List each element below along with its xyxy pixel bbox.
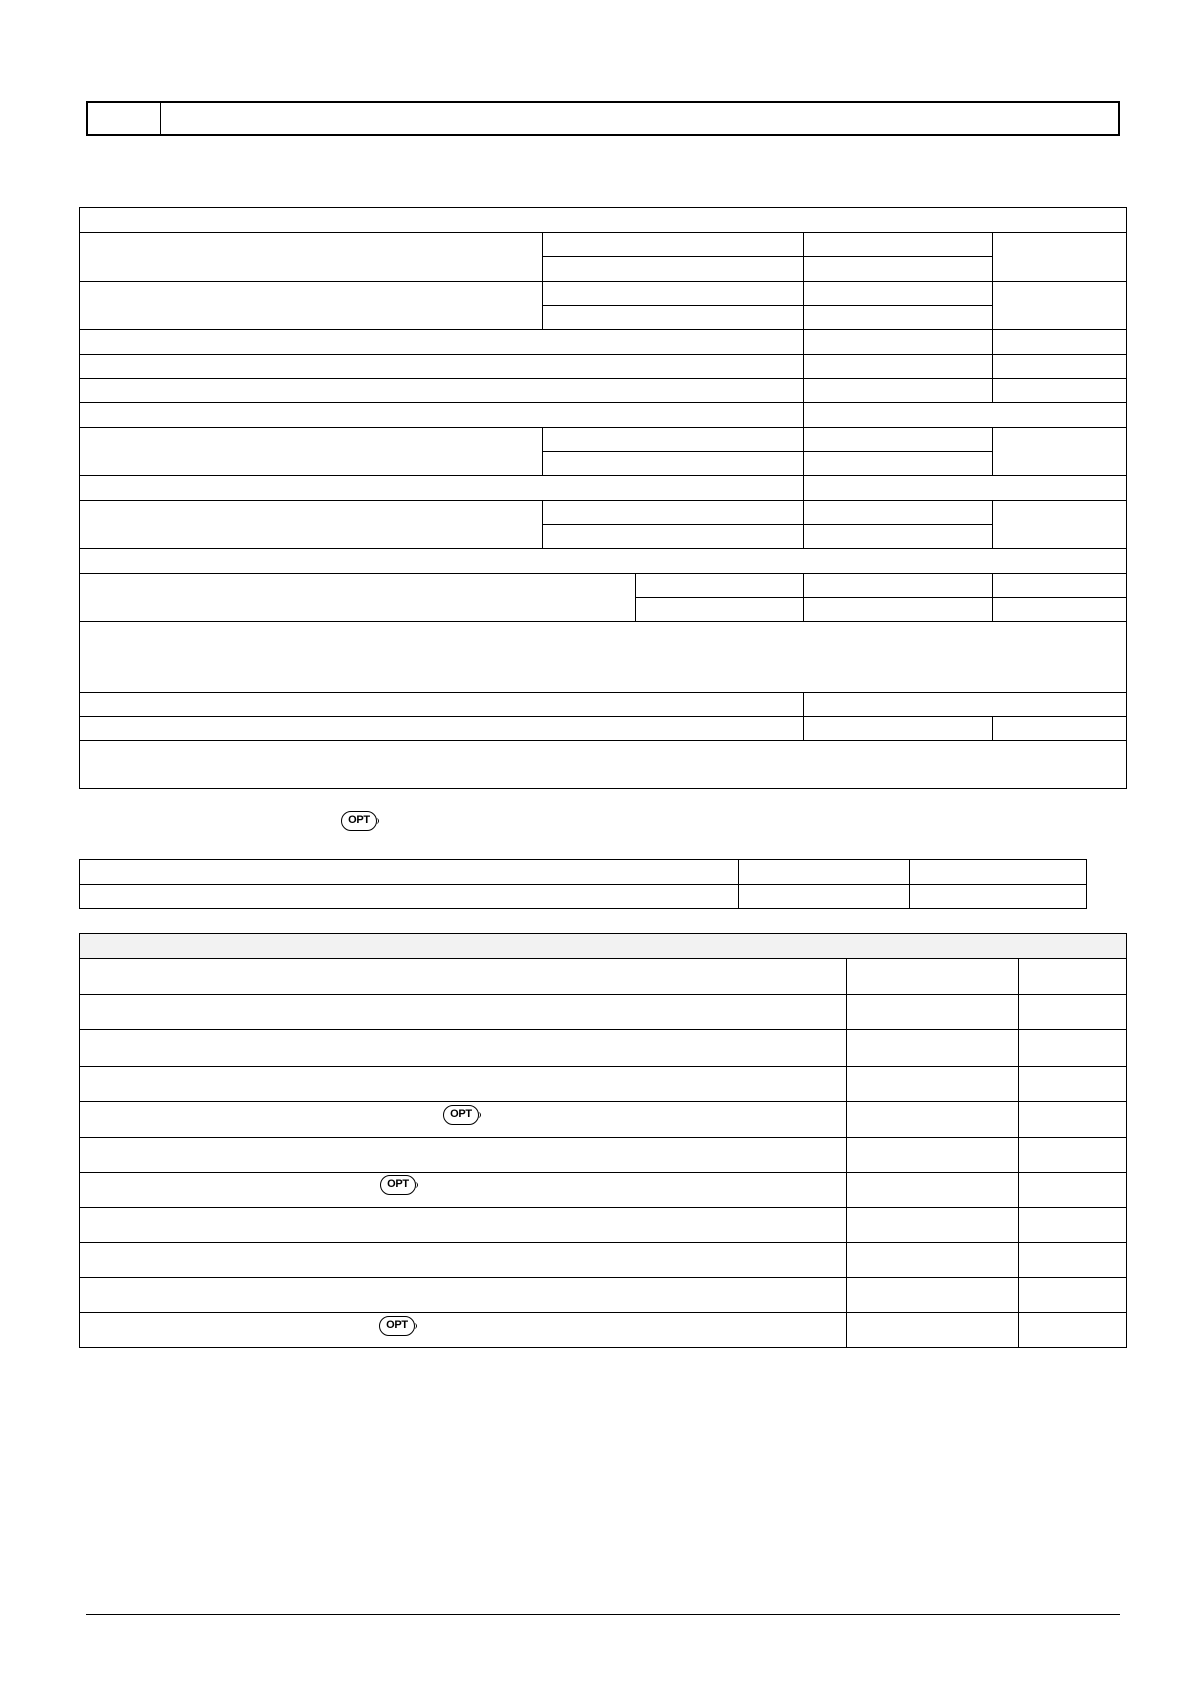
table-col-divider [992, 232, 993, 402]
table-col-divider [992, 716, 993, 740]
table-row-divider [80, 378, 1126, 379]
table-row-divider [80, 740, 1126, 741]
table-row-divider [80, 621, 1126, 622]
table-row-divider [80, 500, 1126, 501]
opt-icon: OPT [341, 811, 377, 831]
table-row-divider [80, 232, 1126, 233]
table-row-divider [80, 402, 1126, 403]
table-row-divider [80, 692, 1126, 693]
table-row-divider [80, 716, 1126, 717]
table-row-divider [80, 994, 1126, 995]
table-row-divider [80, 573, 1126, 574]
table-row-divider [542, 305, 992, 306]
table-row-divider [80, 281, 1126, 282]
table-row-divider [80, 1242, 1126, 1243]
table-col-divider [542, 500, 543, 548]
table-row-divider [80, 1207, 1126, 1208]
table-row-divider [80, 548, 1126, 549]
table-row-divider [80, 1137, 1126, 1138]
table-row-divider [80, 1101, 1126, 1102]
spec-table-main [79, 207, 1127, 789]
page-header [86, 101, 1120, 136]
spec-table-secondary [79, 859, 1087, 909]
opt-icon: OPT [443, 1105, 479, 1125]
options-table [79, 933, 1127, 1348]
table-row-divider [80, 1277, 1126, 1278]
table-col-divider [846, 958, 847, 1347]
table-col-divider [542, 232, 543, 329]
table-col-divider [909, 860, 910, 908]
table-row-divider [80, 1066, 1126, 1067]
opt-icon: OPT [379, 1316, 415, 1336]
opt-icon: OPT [380, 1175, 416, 1195]
table-col-divider [803, 573, 804, 621]
options-table-header [80, 934, 1126, 958]
table-col-divider [803, 692, 804, 740]
table-row-divider [80, 354, 1126, 355]
table-row-divider [80, 884, 1086, 885]
table-col-divider [738, 860, 739, 908]
table-row-divider [80, 329, 1126, 330]
table-row-divider [80, 475, 1126, 476]
table-row-divider [542, 524, 992, 525]
table-col-divider [1018, 958, 1019, 1347]
table-row-divider [80, 958, 1126, 959]
table-row-divider [542, 451, 992, 452]
footer-rule [86, 1614, 1120, 1615]
table-col-divider [992, 573, 993, 621]
table-row-divider [80, 1029, 1126, 1030]
table-row-divider [80, 427, 1126, 428]
table-col-divider [635, 573, 636, 621]
table-col-divider [803, 232, 804, 548]
table-row-divider [80, 1172, 1126, 1173]
table-col-divider [992, 500, 993, 548]
table-row-divider [542, 256, 992, 257]
table-row-divider [635, 597, 1126, 598]
table-col-divider [992, 427, 993, 475]
table-col-divider [542, 427, 543, 475]
header-divider [160, 103, 161, 134]
table-row-divider [80, 1312, 1126, 1313]
